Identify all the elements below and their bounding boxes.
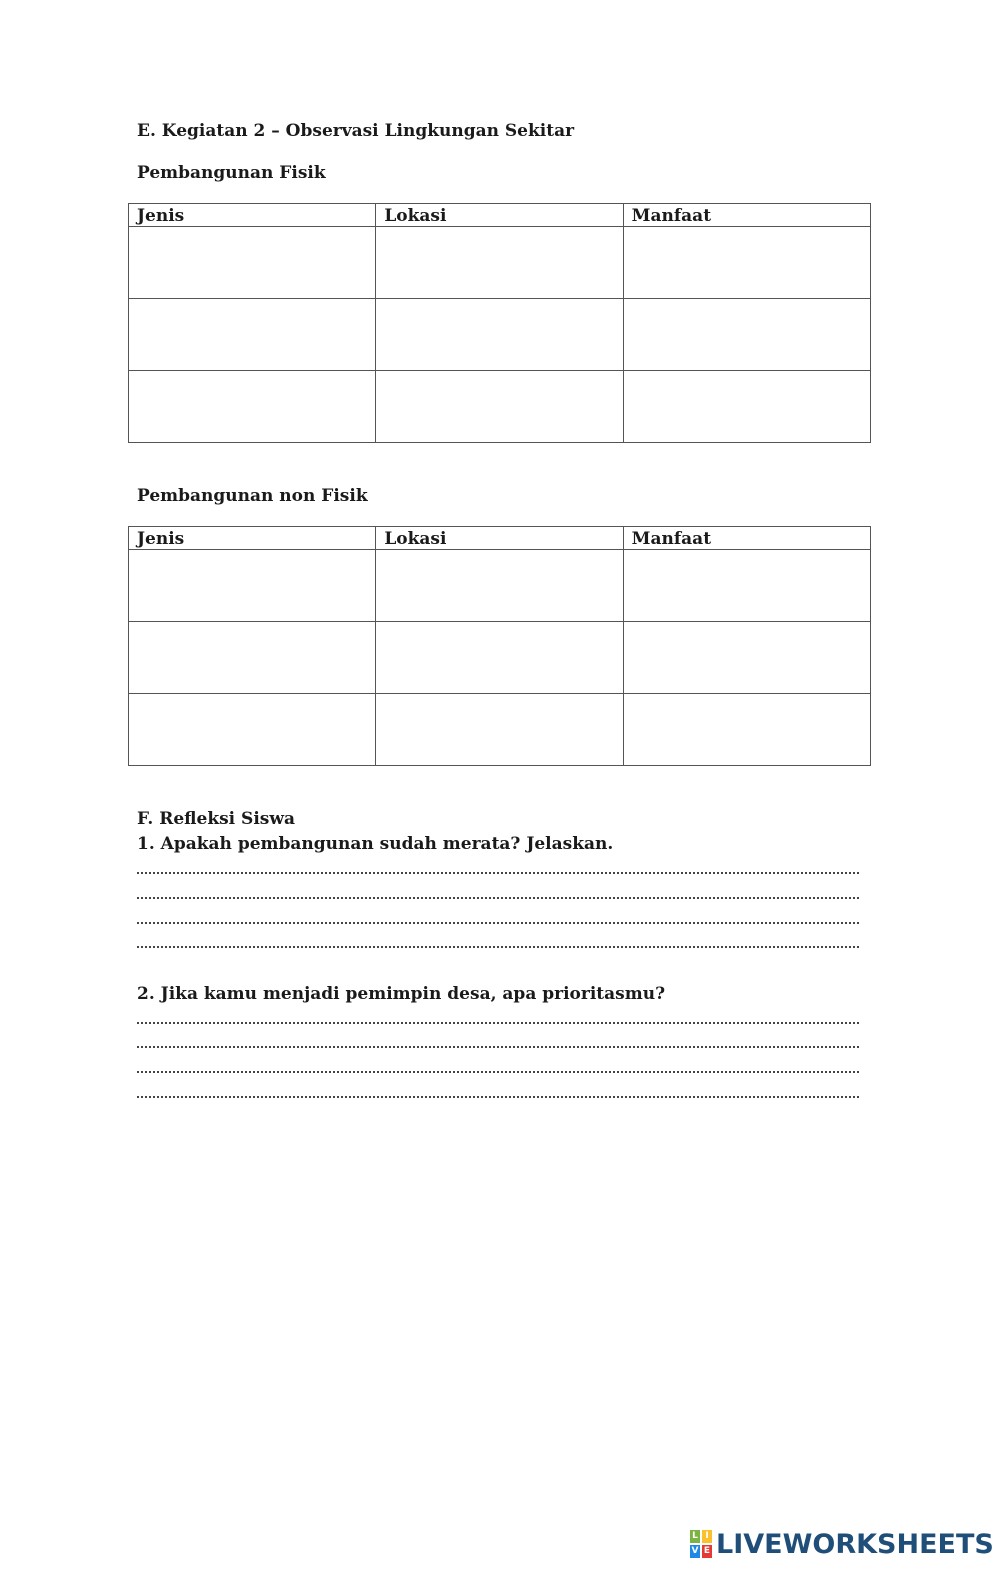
column-header-manfaat: Manfaat [623,527,870,550]
section-e-title: E. Kegiatan 2 – Observasi Lingkungan Sekitar [137,121,575,141]
table-row [129,694,871,766]
answer-cell[interactable] [376,299,623,371]
fisik-table [128,203,871,443]
non-fisik-heading: Pembangunan non Fisik [137,486,368,506]
column-header-jenis: Jenis [129,204,376,227]
logo-tile-v: V [691,1546,699,1556]
logo-tile-l: L [690,1530,700,1543]
non-fisik-table [128,526,871,766]
column-header-lokasi: Lokasi [376,527,623,550]
liveworksheets-logo [690,1527,994,1561]
answer-line[interactable] [137,872,859,874]
answer-cell[interactable] [376,694,623,766]
table-row [129,299,871,371]
answer-cell[interactable] [623,622,870,694]
answer-cell[interactable] [623,227,870,299]
answer-line[interactable] [137,1071,859,1073]
answer-cell[interactable] [623,371,870,443]
answer-cell[interactable] [376,371,623,443]
answer-cell[interactable] [376,622,623,694]
answer-cell[interactable] [129,371,376,443]
answer-cell[interactable] [129,694,376,766]
answer-line[interactable] [137,897,859,899]
answer-cell[interactable] [129,550,376,622]
answer-cell[interactable] [129,299,376,371]
answer-cell[interactable] [129,227,376,299]
fisik-heading: Pembangunan Fisik [137,163,326,183]
table-header-row [129,204,871,227]
column-header-jenis: Jenis [129,527,376,550]
answer-cell[interactable] [376,550,623,622]
logo-tile-e: E [703,1546,711,1556]
answer-line[interactable] [137,1022,859,1024]
answer-cell[interactable] [623,299,870,371]
logo-tiles-icon [690,1530,712,1558]
column-header-lokasi: Lokasi [376,204,623,227]
answer-line[interactable] [137,922,859,924]
answer-cell[interactable] [623,694,870,766]
answer-cell[interactable] [376,227,623,299]
table-row [129,227,871,299]
question-2: 2. Jika kamu menjadi pemimpin desa, apa prioritasmu? [137,984,666,1004]
logo-text: LIVEWORKSHEETS [716,1528,994,1560]
table-header-row [129,527,871,550]
question-1: 1. Apakah pembangunan sudah merata? Jelaskan. [137,834,614,854]
answer-cell[interactable] [129,622,376,694]
table-row [129,550,871,622]
answer-cell[interactable] [623,550,870,622]
section-f-title: F. Refleksi Siswa [137,809,295,829]
answer-line[interactable] [137,1046,859,1048]
answer-line[interactable] [137,1096,859,1098]
column-header-manfaat: Manfaat [623,204,870,227]
logo-tile-i: I [702,1530,712,1543]
answer-line[interactable] [137,946,859,948]
table-row [129,622,871,694]
table-row [129,371,871,443]
